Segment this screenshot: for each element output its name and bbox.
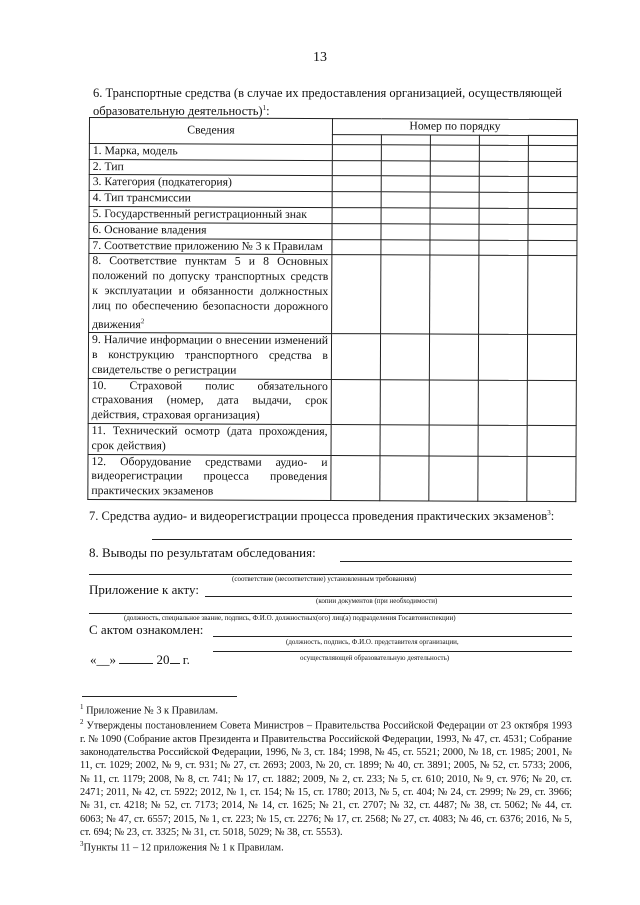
caption-acquainted-2: осуществляющей образовательную деятельность) bbox=[300, 654, 450, 662]
order-cell bbox=[479, 256, 528, 335]
attachment-label: Приложение к акту: bbox=[89, 582, 199, 597]
order-cell bbox=[381, 208, 430, 224]
row-label: 9. Наличие информации о внесении изменений в конструкцию транспортного средства в свидетельстве о регистрации bbox=[88, 333, 331, 379]
table-row bbox=[88, 424, 576, 457]
order-cell bbox=[331, 379, 380, 425]
order-cell bbox=[528, 177, 577, 193]
order-cell bbox=[381, 176, 430, 192]
order-cell bbox=[380, 455, 429, 501]
order-cell bbox=[381, 255, 430, 334]
row-label: 12. Оборудование средствами аудио- и видеорегистрации процесса проведения практических экзаменов bbox=[88, 454, 331, 500]
order-cell bbox=[381, 239, 430, 255]
table-row bbox=[88, 378, 576, 426]
caption-official: (должность, специальное звание, подпись, Ф.И.О. должностных(ого) лиц(а) подразделения Госавтоинспекции) bbox=[124, 614, 456, 622]
footnote-separator bbox=[82, 696, 237, 697]
order-cell bbox=[478, 334, 527, 380]
order-cell bbox=[380, 425, 429, 456]
page-number: 13 bbox=[313, 50, 327, 65]
order-cell bbox=[528, 145, 577, 161]
order-cell bbox=[528, 256, 577, 335]
date-line: «__» 20 г. bbox=[90, 652, 190, 667]
order-cell bbox=[479, 240, 528, 256]
order-cell bbox=[430, 240, 479, 256]
section-8: 8. Выводы по результатам обследования: bbox=[89, 545, 316, 560]
order-cell bbox=[332, 192, 381, 208]
order-cell bbox=[332, 223, 381, 239]
order-cell bbox=[478, 456, 527, 502]
row-label: 1. Марка, модель bbox=[89, 143, 332, 160]
footnote-2: $^2$ Утверждены постановлением Совета Министров – Правительства Российской Федерации от 23 октября 1993 г. № 1090 (Собрание актов Президента и Правительства Российской Федерации, 1993, № 47, ст. 4531; Собрание законодательства Российской Федерации, 1996, № 3, ст. 184; 1998, № 45, ст. 5521; 2000, № 18, ст. 1985; 2001, № 11, ст. 1029; 2002, № 9, ст. 931; № 27, ст. 2693; 2003, № 20, ст. 1899; № 40, ст. 3891; 2005, № 52, ст. 5733; 2006, № 11, ст. 1179; 2008, № 8, ст. 741; № 17, ст. 1882; 2009, № 2, ст. 233; № 5, ст. 610; 2010, № 9, ст. 976; № 20, ст. 2471; 2011, № 42, ст. 5922; 2012, № 1, ст. 154; № 15, ст. 1780; 2013, № 5, ст. 404; № 24, ст. 2999; № 29, ст. 3966; № 31, ст. 4218; № 52, ст. 7173; 2014, № 14, ст. 1625; № 21, ст. 2707; № 32, ст. 4487; № 38, ст. 5062; № 44, ст. 6063; № 47, ст. 6557; 2015, № 1, ст. 223; № 15, ст. 2276; № 17, ст. 2568; № 27, ст. 4083; № 46, ст. 6376; 2016, № 5, ст. 694; № 23, ст. 3325; № 31, ст. 5018, 5029; № 38, ст. 5553). bbox=[80, 718, 572, 838]
order-cell bbox=[528, 224, 577, 240]
caption-acquainted-1: (должность, подпись, Ф.И.О. представителя организации, bbox=[286, 638, 459, 646]
order-cell bbox=[381, 160, 430, 176]
order-cell bbox=[479, 177, 528, 193]
order-cell bbox=[430, 224, 479, 240]
section-8-fill-line bbox=[340, 561, 572, 562]
order-cell bbox=[332, 239, 381, 255]
order-cell bbox=[429, 425, 478, 456]
table-row bbox=[88, 333, 576, 381]
section-6-title: 6. Транспортные средства (в случае их предоставления организацией, осуществляющей образовательную деятельность)$^1$: bbox=[93, 86, 562, 119]
order-cell bbox=[528, 240, 577, 256]
row-label: 5. Государственный регистрационный знак bbox=[89, 206, 332, 223]
order-cell bbox=[332, 255, 381, 334]
order-cell bbox=[479, 208, 528, 224]
table-row bbox=[89, 254, 577, 335]
footnote-1: $^1$ Приложение № 3 к Правилам. bbox=[80, 703, 218, 717]
order-cell bbox=[478, 380, 527, 426]
caption-attachment: (копии документов (при необходимости) bbox=[316, 597, 438, 605]
acquainted-label: С актом ознакомлен: bbox=[89, 622, 204, 637]
order-cell bbox=[430, 208, 479, 224]
order-cell bbox=[430, 192, 479, 208]
section-7: 7. Средства аудио- и видеорегистрации процесса проведения практических экзаменов$^3$: bbox=[89, 509, 555, 524]
row-label: 6. Основание владения bbox=[89, 222, 332, 239]
order-cell bbox=[479, 161, 528, 177]
order-cell bbox=[527, 456, 576, 502]
row-label: 3. Категория (подкатегория) bbox=[89, 175, 332, 192]
row-label: 10. Страховой полис обязательного страхования (номер, дата выдачи, срок действия, страховая организация) bbox=[88, 378, 331, 424]
order-cell bbox=[479, 145, 528, 161]
row-label: 8. Соответствие пунктам 5 и 8 Основных положений по допуску транспортных средств к эксплуатации и обязанности должностных лиц по обеспечению безопасности дорожного движения$^2$ bbox=[89, 254, 332, 334]
order-cell bbox=[332, 208, 381, 224]
order-cell bbox=[381, 192, 430, 208]
table-row bbox=[89, 143, 577, 161]
order-cell bbox=[479, 224, 528, 240]
order-cell bbox=[527, 380, 576, 426]
order-cell bbox=[331, 425, 380, 456]
order-cell bbox=[430, 145, 479, 161]
order-cell bbox=[430, 255, 479, 334]
order-cell bbox=[332, 160, 381, 176]
row-label: 7. Соответствие приложению № 3 к Правилам bbox=[89, 238, 332, 255]
table-row bbox=[89, 206, 577, 224]
vehicle-table bbox=[87, 117, 578, 502]
header-order: Номер по порядку bbox=[332, 119, 577, 136]
order-cell bbox=[429, 456, 478, 502]
table-row bbox=[89, 222, 577, 240]
order-cell bbox=[430, 161, 479, 177]
table-row bbox=[89, 238, 577, 256]
acquainted-line bbox=[213, 636, 572, 637]
order-cell bbox=[331, 334, 380, 380]
order-cell bbox=[332, 176, 381, 192]
row-label: 4. Тип трансмиссии bbox=[89, 191, 332, 208]
row-label: 2. Тип bbox=[89, 159, 332, 176]
order-cell bbox=[479, 192, 528, 208]
order-cell bbox=[527, 425, 576, 456]
order-cell bbox=[381, 145, 430, 161]
order-cell bbox=[528, 161, 577, 177]
order-cell bbox=[528, 193, 577, 209]
order-cell bbox=[527, 335, 576, 381]
order-cell bbox=[478, 425, 527, 456]
order-cell bbox=[429, 380, 478, 426]
header-info: Сведения bbox=[89, 118, 332, 145]
order-cell bbox=[528, 208, 577, 224]
table-row bbox=[88, 454, 576, 502]
order-cell bbox=[430, 176, 479, 192]
order-cell bbox=[429, 334, 478, 380]
order-cell bbox=[380, 379, 429, 425]
table-row bbox=[89, 175, 577, 193]
table-row bbox=[89, 191, 577, 209]
acquainted-line-2 bbox=[213, 651, 572, 652]
section-7-fill-line bbox=[152, 539, 572, 540]
order-cell bbox=[332, 144, 381, 160]
order-cell bbox=[381, 224, 430, 240]
caption-compliance: (соответствие (несоответствие) установленным требованиям) bbox=[232, 575, 417, 583]
footnote-3: $^3$Пункты 11 – 12 приложения № 1 к Правилам. bbox=[80, 840, 284, 854]
order-cell bbox=[331, 455, 380, 501]
order-cell bbox=[380, 334, 429, 380]
row-label: 11. Технический осмотр (дата прохождения, срок действия) bbox=[88, 424, 331, 456]
